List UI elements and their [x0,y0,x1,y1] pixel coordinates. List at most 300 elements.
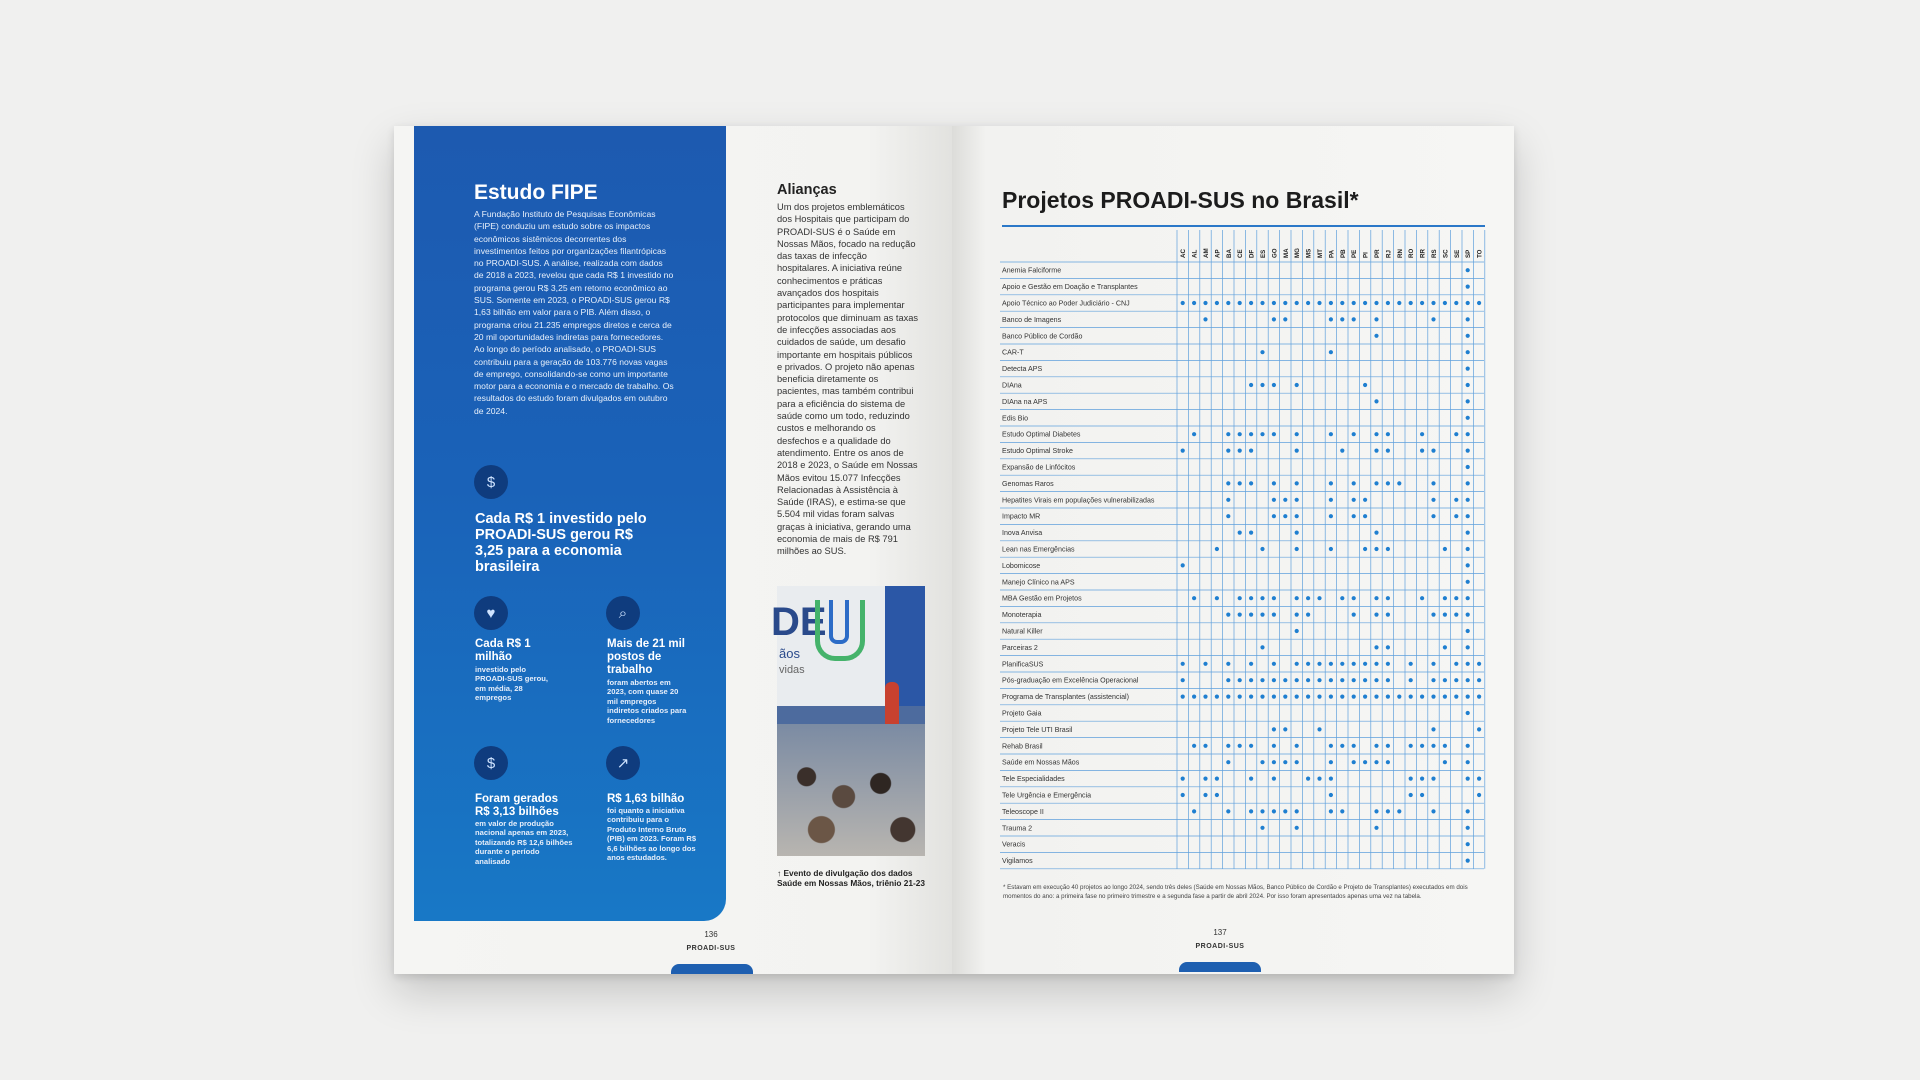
state-dot [1260,432,1264,436]
state-dot [1386,645,1390,649]
state-dot [1238,531,1242,535]
state-dot [1272,744,1276,748]
state-header: RR [1419,249,1427,258]
state-dot [1329,514,1333,518]
state-header: CE [1237,249,1245,258]
project-name: Expansão de Linfócitos [1002,463,1076,472]
state-dot [1363,695,1367,699]
state-dot [1272,383,1276,387]
project-name: Lean nas Emergências [1002,545,1075,554]
state-dot [1226,449,1230,453]
state-dot [1260,613,1264,617]
state-dot [1352,301,1356,305]
state-dot [1295,613,1299,617]
state-dot [1329,760,1333,764]
state-dot [1340,301,1344,305]
state-dot [1181,563,1185,567]
state-dot [1295,744,1299,748]
state-dot [1431,301,1435,305]
state-dot [1466,678,1470,682]
state-dot [1443,678,1447,682]
state-dot [1295,481,1299,485]
state-dot [1249,662,1253,666]
fipe-panel [414,126,726,921]
state-dot [1466,613,1470,617]
state-dot [1340,596,1344,600]
state-dot [1374,531,1378,535]
state-dot [1203,662,1207,666]
state-dot [1317,662,1321,666]
state-dot [1466,744,1470,748]
state-header: PE [1351,249,1359,258]
project-name: Manejo Clínico na APS [1002,578,1075,587]
state-dot [1466,367,1470,371]
project-name: Detecta APS [1002,365,1043,374]
state-header: PR [1374,249,1381,258]
state-header: BA [1225,249,1233,258]
state-dot [1181,662,1185,666]
state-dot [1431,809,1435,813]
state-dot [1386,760,1390,764]
state-dot [1409,678,1413,682]
state-dot [1215,793,1219,797]
state-dot [1226,481,1230,485]
state-dot [1477,301,1481,305]
state-dot [1340,449,1344,453]
state-dot [1386,809,1390,813]
page-number-left: 136 [704,930,718,939]
project-name: Estudo Optimal Stroke [1002,447,1073,456]
state-dot [1295,826,1299,830]
state-dot [1431,727,1435,731]
state-header: AL [1191,249,1199,258]
program-logo-inner-icon [829,600,849,644]
state-dot [1329,350,1333,354]
state-dot [1386,432,1390,436]
state-header: RJ [1385,250,1393,258]
project-name: Inova Anvisa [1002,529,1043,538]
state-dot [1317,596,1321,600]
state-dot [1249,383,1253,387]
state-dot [1466,481,1470,485]
project-name: Projeto Tele UTI Brasil [1002,725,1073,734]
state-dot [1466,596,1470,600]
banner-text-sub: ãos [779,646,800,661]
project-name: Parceiras 2 [1002,643,1038,652]
project-name: Projeto Gaia [1002,709,1042,718]
projects-state-table [1000,226,1490,872]
state-dot [1477,662,1481,666]
state-dot [1249,449,1253,453]
state-dot [1443,760,1447,764]
state-dot [1454,695,1458,699]
state-dot [1203,317,1207,321]
state-dot [1443,596,1447,600]
state-header: SP [1465,249,1473,258]
state-dot [1192,809,1196,813]
state-dot [1374,596,1378,600]
state-dot [1386,596,1390,600]
state-header: AM [1203,248,1210,258]
state-dot [1272,678,1276,682]
state-dot [1181,301,1185,305]
state-dot [1420,695,1424,699]
state-dot [1329,777,1333,781]
state-dot [1466,563,1470,567]
state-dot [1466,809,1470,813]
state-dot [1272,777,1276,781]
page-tab-right [1179,962,1261,972]
state-dot [1272,498,1276,502]
state-dot [1363,662,1367,666]
state-dot [1466,531,1470,535]
fipe-body: A Fundação Instituto de Pesquisas Econômicas (FIPE) conduziu um estudo sobre os impactos econômicos sistêmicos decorrentes dos investimentos feitos por organizações filantrópicas no PROADI-SUS. A análise, realizada com dados de 2018 a 2023, revelou que cada R$ 1 investido no programa gerou R$ 3,25 em retorno econômico ao SUS. Somente em 2023, o PROADI-SUS gerou R$ 1,63 bilhão em valor para o PIB. Além disso, o programa criou 21.235 empregos diretos e cerca de 20 mil oportunidades indiretas para fornecedores. Ao longo do período analisado, o PROADI-SUS contribuiu para a geração de 103.776 novas vagas de emprego, consolidando-se como um importante motor para a economia e o mercado de trabalho. Os resultados do estudo foram divulgados em outubro de 2024. [474,209,674,416]
state-dot [1249,744,1253,748]
project-name: Banco de Imagens [1002,315,1062,324]
state-dot [1295,678,1299,682]
state-dot [1295,662,1299,666]
project-name: Hepatites Virais em populações vulnerabilizadas [1002,496,1155,505]
state-dot [1374,678,1378,682]
state-dot [1249,301,1253,305]
project-name: Natural Killer [1002,627,1043,636]
state-dot [1454,613,1458,617]
state-dot [1329,481,1333,485]
state-dot [1340,809,1344,813]
state-dot [1352,432,1356,436]
state-dot [1283,760,1287,764]
state-dot [1295,498,1299,502]
project-name: PlanificaSUS [1002,660,1044,669]
state-dot [1192,744,1196,748]
state-header: PI [1362,252,1370,258]
state-dot [1466,301,1470,305]
state-dot [1238,301,1242,305]
state-dot [1192,432,1196,436]
state-header: RO [1408,248,1416,258]
state-dot [1203,695,1207,699]
state-dot [1272,514,1276,518]
state-dot [1352,317,1356,321]
state-header: DF [1248,249,1256,258]
state-dot [1466,432,1470,436]
state-dot [1340,695,1344,699]
state-dot [1283,514,1287,518]
state-dot [1238,449,1242,453]
project-name: Rehab Brasil [1002,742,1043,751]
state-dot [1409,744,1413,748]
state-dot [1374,432,1378,436]
state-dot [1238,481,1242,485]
state-dot [1420,432,1424,436]
state-dot [1329,678,1333,682]
state-dot [1295,809,1299,813]
state-dot [1374,826,1378,830]
state-dot [1226,301,1230,305]
state-dot [1374,695,1378,699]
hand-heart-icon: ♥ [474,596,508,630]
state-dot [1352,613,1356,617]
event-photo [771,586,925,856]
state-dot [1295,449,1299,453]
state-dot [1363,547,1367,551]
state-dot [1226,695,1230,699]
state-dot [1477,727,1481,731]
state-dot [1226,809,1230,813]
state-dot [1226,744,1230,748]
state-dot [1386,678,1390,682]
state-dot [1295,547,1299,551]
state-dot [1420,793,1424,797]
stat-head-4: R$ 1,63 bilhão [607,793,685,805]
state-dot [1443,613,1447,617]
state-dot [1477,695,1481,699]
state-dot [1386,449,1390,453]
state-dot [1226,432,1230,436]
page-label-right: PROADI-SUS [1195,943,1245,950]
state-dot [1283,317,1287,321]
state-dot [1203,793,1207,797]
state-dot [1226,514,1230,518]
state-dot [1238,678,1242,682]
state-dot [1409,662,1413,666]
dollar-cycle-icon: $ [474,465,508,499]
state-dot [1329,498,1333,502]
state-dot [1466,449,1470,453]
state-dot [1352,678,1356,682]
state-dot [1295,629,1299,633]
state-dot [1215,547,1219,551]
state-dot [1238,695,1242,699]
state-dot [1249,432,1253,436]
state-dot [1454,514,1458,518]
state-dot [1238,596,1242,600]
state-dot [1420,301,1424,305]
project-name: Saúde em Nossas Mãos [1002,758,1080,767]
state-dot [1466,547,1470,551]
project-name: Vigilamos [1002,857,1033,866]
state-dot [1317,678,1321,682]
state-header: RN [1396,249,1404,258]
state-dot [1295,531,1299,535]
state-header: TO [1476,249,1484,258]
project-name: CAR-T [1002,348,1024,357]
state-dot [1431,498,1435,502]
state-dot [1260,826,1264,830]
state-dot [1306,596,1310,600]
project-name: Tele Especialidades [1002,775,1065,784]
state-dot [1249,678,1253,682]
state-dot [1443,301,1447,305]
state-dot [1454,662,1458,666]
state-dot [1329,744,1333,748]
state-dot [1363,498,1367,502]
state-dot [1226,678,1230,682]
state-dot [1386,481,1390,485]
state-dot [1283,678,1287,682]
state-dot [1260,695,1264,699]
state-dot [1249,531,1253,535]
state-dot [1466,826,1470,830]
project-name: Apoio e Gestão em Doação e Transplantes [1002,283,1138,292]
state-dot [1431,662,1435,666]
state-dot [1431,449,1435,453]
state-header: SC [1442,249,1450,258]
state-dot [1226,760,1230,764]
state-dot [1386,547,1390,551]
state-dot [1306,695,1310,699]
state-dot [1272,727,1276,731]
state-dot [1466,334,1470,338]
state-dot [1466,285,1470,289]
state-dot [1443,744,1447,748]
state-dot [1329,809,1333,813]
state-dot [1317,695,1321,699]
project-name: Trauma 2 [1002,824,1033,833]
state-dot [1260,596,1264,600]
stat-head-3: Foram gerados R$ 3,13 bilhões [475,793,559,818]
state-dot [1374,809,1378,813]
alliance-body: Um dos projetos emblemáticos dos Hospitais que participam do PROADI-SUS é o Saúde em Nossas Mãos, focado na redução das taxas de infecção hospitalares. A iniciativa reúne conhecimentos e práticas avançados dos hospitais participantes para implementar protocolos que diminuam as taxas de infecções associadas aos cuidados de saúde, um desafio importante em hospitais públicos e privados. O projeto não apenas beneficia diretamente os pacientes, mas também contribui para a eficiência do sistema de saúde como um todo, reduzindo custos e melhorando os desfechos e a qualidade do atendimento. Entre os anos de 2018 e 2023, o Saúde em Nossas Mãos evitou 15.077 Infecções Relacionadas à Assistência à Saúde (IRAS), e estima-se que 5.504 mil vidas foram salvas graças à iniciativa, gerando uma economia de mais de R$ 791 milhões ao SUS. [777,202,919,557]
state-dot [1466,859,1470,863]
state-dot [1443,547,1447,551]
state-dot [1340,678,1344,682]
state-dot [1272,317,1276,321]
project-name: DIAna na APS [1002,397,1048,406]
state-dot [1374,449,1378,453]
state-dot [1466,416,1470,420]
page-tab-left [671,964,753,974]
state-dot [1374,301,1378,305]
state-dot [1477,777,1481,781]
state-header: MS [1305,248,1313,258]
state-dot [1295,301,1299,305]
state-dot [1226,662,1230,666]
stat-body-2: foram abertos em 2023, com quase 20 mil empregos indiretos criados para fornecedores [607,678,687,725]
state-header: MT [1317,249,1324,258]
state-header: PA [1328,249,1336,258]
state-dot [1352,514,1356,518]
state-dot [1454,596,1458,600]
banner-text-large: DE [771,600,827,644]
alliance-title: Alianças [777,182,837,198]
state-dot [1249,695,1253,699]
state-dot [1272,481,1276,485]
state-header: MG [1294,248,1302,258]
state-dot [1329,547,1333,551]
state-dot [1352,662,1356,666]
stat-head-2: Mais de 21 mil postos de trabalho [607,638,685,676]
fipe-title: Estudo FIPE [474,181,598,204]
state-dot [1260,809,1264,813]
project-name: MBA Gestão em Projetos [1002,594,1082,603]
state-dot [1215,777,1219,781]
state-dot [1374,760,1378,764]
state-dot [1374,547,1378,551]
state-dot [1352,498,1356,502]
project-name: Monoterapia [1002,611,1042,620]
state-dot [1192,301,1196,305]
state-dot [1272,695,1276,699]
state-dot [1192,596,1196,600]
project-name: Impacto MR [1002,512,1041,521]
footnote: * Estavam em execução 40 projetos ao longo 2024, sendo três deles (Saúde em Nossas Mãos, Banco Público de Cordão e Projeto de Transplantes) executados em dois momentos do ano: a primeira fase no primeiro trimestre e a segunda fase a partir de abril 2024. Por isso foram apresentados apenas uma vez na tabela. [1003,884,1468,900]
state-dot [1431,678,1435,682]
state-dot [1477,793,1481,797]
state-dot [1181,777,1185,781]
state-dot [1409,301,1413,305]
state-header: PB [1339,249,1347,258]
state-dot [1238,432,1242,436]
state-header: AP [1214,249,1222,258]
state-dot [1363,383,1367,387]
page-title: Projetos PROADI-SUS no Brasil* [1002,187,1359,213]
state-dot [1181,695,1185,699]
state-dot [1295,596,1299,600]
state-dot [1466,711,1470,715]
photo-caption: ↑ Evento de divulgação dos dados Saúde em Nossas Mãos, triênio 21-23 [777,868,926,888]
state-dot [1249,809,1253,813]
state-dot [1215,695,1219,699]
state-dot [1431,744,1435,748]
audience [777,724,925,856]
state-dot [1397,481,1401,485]
state-dot [1283,695,1287,699]
state-dot [1226,498,1230,502]
state-dot [1386,662,1390,666]
state-dot [1386,301,1390,305]
state-dot [1466,760,1470,764]
state-dot [1306,777,1310,781]
state-dot [1352,481,1356,485]
state-dot [1374,744,1378,748]
project-name: Pós-graduação em Excelência Operacional [1002,676,1139,685]
state-dot [1238,744,1242,748]
state-dot [1409,793,1413,797]
state-header: SE [1453,249,1461,258]
state-dot [1329,695,1333,699]
state-dot [1329,793,1333,797]
state-dot [1306,678,1310,682]
state-dot [1420,777,1424,781]
state-dot [1431,317,1435,321]
project-name: Tele Urgência e Emergência [1002,791,1092,800]
state-dot [1397,695,1401,699]
banner-text-sub2: vidas [779,664,805,676]
state-dot [1466,777,1470,781]
state-dot [1431,514,1435,518]
state-dot [1466,662,1470,666]
state-dot [1352,596,1356,600]
state-dot [1386,695,1390,699]
state-dot [1272,662,1276,666]
state-dot [1454,432,1458,436]
state-dot [1466,842,1470,846]
state-dot [1352,760,1356,764]
state-dot [1203,301,1207,305]
state-dot [1306,662,1310,666]
state-dot [1420,449,1424,453]
state-dot [1260,760,1264,764]
state-dot [1466,317,1470,321]
state-dot [1420,744,1424,748]
state-dot [1477,678,1481,682]
state-dot [1272,760,1276,764]
project-name: Apoio Técnico ao Poder Judiciário - CNJ [1002,299,1130,308]
state-dot [1272,613,1276,617]
state-dot [1431,613,1435,617]
state-dot [1238,613,1242,617]
